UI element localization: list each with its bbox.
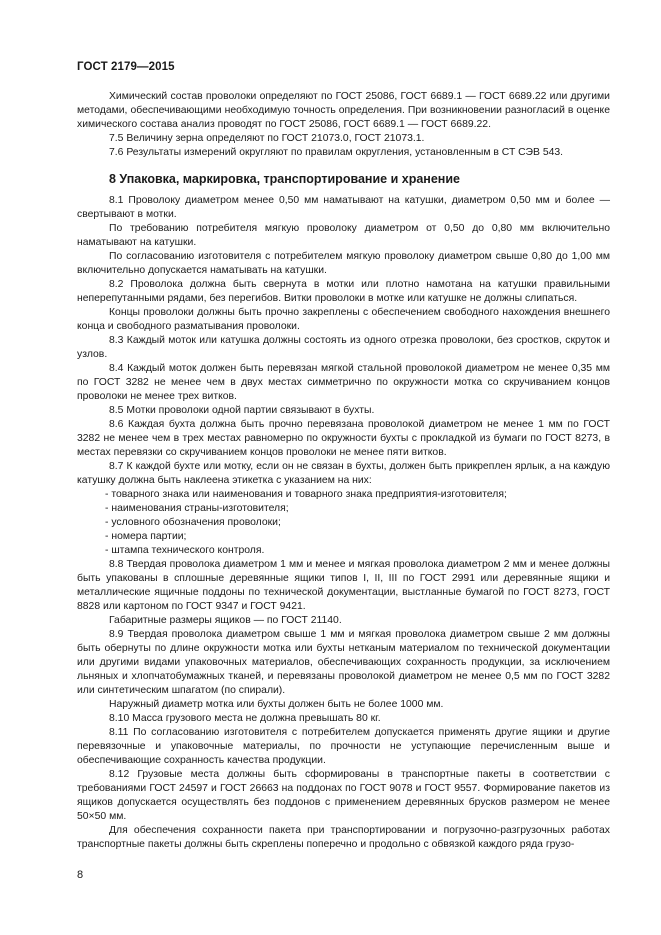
paragraph: Концы проволоки должны быть прочно закреплены с обеспечением свободного нахождения внешнего конца и свободного разматывания проволоки. <box>77 307 610 332</box>
paragraph: 7.6 Результаты измерений округляют по правилам округления, установленным в СТ СЭВ 543. <box>109 147 564 158</box>
paragraph: По требованию потребителя мягкую проволоку диаметром от 0,50 до 0,80 мм включительно наматывают на катушки. <box>77 223 610 248</box>
document-header: ГОСТ 2179—2015 <box>77 61 175 73</box>
paragraph: 8.6 Каждая бухта должна быть прочно перевязана проволокой диаметром не менее 1 мм по ГОСТ 3282 не менее чем в трех местах равномерно по окружности бухты с прокладкой из бумаги по ГОСТ 8273, в местах перевязки со скручиванием концов проволоки не менее пяти витков. <box>77 419 610 458</box>
paragraph: Наружный диаметр мотка или бухты должен быть не более 1000 мм. <box>109 699 444 710</box>
section-heading: 8 Упаковка, маркировка, транспортирование и хранение <box>109 172 460 186</box>
paragraph: 8.4 Каждый моток должен быть перевязан мягкой стальной проволокой диаметром не менее 0,35 мм по ГОСТ 3282 не менее чем в двух местах симметрично по окружности мотка со скручиванием концов проволоки не менее трех витков. <box>77 363 610 402</box>
list-item: - наименования страны-изготовителя; <box>105 503 289 514</box>
page-number: 8 <box>77 869 84 881</box>
paragraph: По согласованию изготовителя с потребителем мягкую проволоку диаметром свыше 0,80 до 1,00 мм включительно допускается наматывать на катушки. <box>77 251 610 276</box>
paragraph: 8.3 Каждый моток или катушка должны состоять из одного отрезка проволоки, без сростков, скруток и узлов. <box>77 335 610 360</box>
paragraph: 8.11 По согласованию изготовителя с потребителем допускается применять другие ящики и другие перевязочные и упаковочные материалы, по прочности не уступающие перечисленным выше и обеспечивающие сохранность качества продукции. <box>77 727 610 766</box>
paragraph: 8.10 Масса грузового места не должна превышать 80 кг. <box>109 713 381 724</box>
paragraph: Габаритные размеры ящиков — по ГОСТ 21140. <box>109 615 342 626</box>
paragraph: 8.1 Проволоку диаметром менее 0,50 мм наматывают на катушки, диаметром 0,50 мм и более — свертывают в мотки. <box>77 195 610 220</box>
list-item: - номера партии; <box>105 531 187 542</box>
paragraph: 7.5 Величину зерна определяют по ГОСТ 21073.0, ГОСТ 21073.1. <box>109 133 425 144</box>
paragraph: Для обеспечения сохранности пакета при транспортировании и погрузочно-разгрузочных работах транспортные пакеты должны быть скреплены поперечно и продольно с обвязкой каждого ряда грузо- <box>77 825 610 850</box>
paragraph: 8.9 Твердая проволока диаметром свыше 1 мм и мягкая проволока диаметром свыше 2 мм должны быть обернуты по длине окружности мотка или бухты нетканым материалом по технической документации или другими видами упаковочных материалов, обеспечивающих сохранность продукции, за исключением льняных и хлопчатобумажных тканей, и перевязаны проволокой диаметром не менее 0,5 мм по ГОСТ 3282 или синтетическим шпагатом (по спирали). <box>77 629 610 696</box>
paragraph: 8.5 Мотки проволоки одной партии связывают в бухты. <box>109 405 375 416</box>
list-item: - штампа технического контроля. <box>105 545 265 556</box>
paragraph: 8.7 К каждой бухте или мотку, если он не связан в бухты, должен быть прикреплен ярлык, а на каждую катушку должна быть наклеена этикетка с указанием на них: <box>77 461 610 486</box>
list-item: - товарного знака или наименования и товарного знака предприятия-изготовителя; <box>105 489 507 500</box>
paragraph: 8.8 Твердая проволока диаметром 1 мм и менее и мягкая проволока диаметром 2 мм и менее должны быть упакованы в сплошные деревянные ящики типов I, II, III по ГОСТ 2991 или деревянные ящики и металлические ящичные поддоны по технической документации, выстланные бумагой по ГОСТ 8273, ГОСТ 8828 или картоном по ГОСТ 9347 и ГОСТ 9421. <box>77 559 610 612</box>
document-body <box>77 90 610 852</box>
paragraph: Химический состав проволоки определяют по ГОСТ 25086, ГОСТ 6689.1 — ГОСТ 6689.22 или другими методами, обеспечивающими необходимую точность определения. При возникновении разногласий в оценке химического состава анализ проводят по ГОСТ 25086, ГОСТ 6689.1 — ГОСТ 6689.22. <box>77 91 610 130</box>
list-item: - условного обозначения проволоки; <box>105 517 281 528</box>
paragraph: 8.12 Грузовые места должны быть сформированы в транспортные пакеты в соответствии с требованиями ГОСТ 24597 и ГОСТ 26663 на поддонах по ГОСТ 9078 и ГОСТ 9557. Формирование пакетов из ящиков допускается осуществлять без поддонов с применением деревянных брусков размером не менее 50×50 мм. <box>77 769 610 822</box>
paragraph: 8.2 Проволока должна быть свернута в мотки или плотно намотана на катушки правильными неперепутанными рядами, без перегибов. Витки проволоки в мотке или катушке не должны слипаться. <box>77 279 610 304</box>
